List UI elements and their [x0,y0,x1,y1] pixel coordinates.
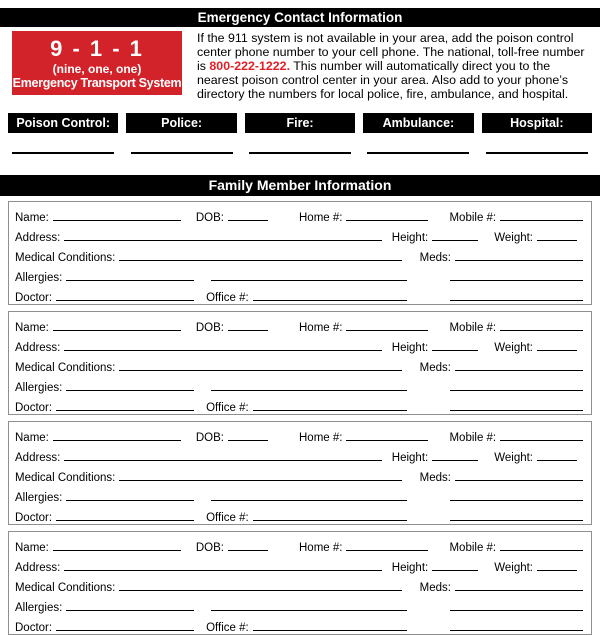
weight-label: Weight: [494,342,533,354]
contact-label: Poison Control: [8,113,118,133]
doctor-blank-line [56,300,194,301]
address-blank-line [64,570,381,571]
member-row-doctor [15,284,585,304]
meds-continuation-line-1 [450,280,583,281]
poison-control-phone-number: 800-222-1222. [209,59,291,73]
intro-paragraph [197,31,592,101]
allergies-label: Allergies: [15,382,63,394]
height-label: Height: [391,452,429,464]
mobile-phone-label: Mobile #: [449,432,497,444]
medical-conditions-blank-line [119,480,401,481]
weight-label: Weight: [494,452,533,464]
member-row-address [15,224,585,244]
home-phone-blank-line [346,550,428,551]
weight-blank-line [537,350,577,351]
medical-conditions-blank-line [119,590,401,591]
contact-label: Police: [126,113,236,133]
name-blank-line [53,220,181,221]
member-row-doctor [15,614,585,634]
member-row-name [15,204,585,224]
member-row-allergies [15,374,585,394]
family-member-section [8,531,592,635]
nine-one-one-subtitle: (nine, one, one) [52,61,142,76]
family-member-section [8,421,592,525]
address-label: Address: [15,232,61,244]
allergies-blank-line [66,610,194,611]
home-phone-label: Home #: [299,322,343,334]
meds-continuation-line-1 [450,610,583,611]
height-label: Height: [391,232,429,244]
name-blank-line [53,330,181,331]
mobile-phone-blank-line [500,330,583,331]
office-phone-blank-line [253,520,407,521]
allergies-label: Allergies: [15,492,63,504]
mobile-phone-label: Mobile #: [449,212,497,224]
member-row-address [15,334,585,354]
address-blank-line [64,240,381,241]
weight-label: Weight: [494,562,533,574]
medical-conditions-blank-line [119,370,401,371]
allergies-continuation-line [211,390,407,391]
meds-continuation-line-1 [450,500,583,501]
home-phone-label: Home #: [299,432,343,444]
allergies-blank-line [66,390,194,391]
intro-section [12,31,592,101]
mobile-phone-blank-line [500,440,583,441]
medical-conditions-label: Medical Conditions: [15,472,116,484]
contact-blank-line [249,152,351,154]
family-member-section [8,201,592,305]
office-phone-blank-line [253,300,407,301]
doctor-label: Doctor: [15,622,53,634]
page-title: Emergency Contact Information [0,8,600,27]
height-blank-line [432,240,478,241]
medical-conditions-label: Medical Conditions: [15,362,116,374]
name-label: Name: [15,432,49,444]
office-phone-label: Office #: [206,402,249,414]
home-phone-label: Home #: [299,212,343,224]
meds-continuation-line-2 [450,520,583,521]
doctor-blank-line [56,410,194,411]
address-blank-line [64,350,381,351]
dob-blank-line [228,550,268,551]
meds-blank-line [455,260,583,261]
doctor-blank-line [56,520,194,521]
member-row-medical [15,574,585,594]
meds-label: Meds: [419,472,451,484]
intro-text-after: This number will automatically direct you to the nearest poison control center in your area. Also add to your phone’s directory the numbers for local police, fire, ambulance, and hospital. [197,59,569,101]
allergies-continuation-line [211,500,407,501]
address-blank-line [64,460,381,461]
meds-label: Meds: [419,582,451,594]
weight-blank-line [537,240,577,241]
nine-one-one-caption: Emergency Transport System [12,75,182,90]
member-row-allergies [15,594,585,614]
member-row-address [15,444,585,464]
member-row-medical [15,354,585,374]
emergency-contact-column [8,113,118,154]
height-blank-line [432,350,478,351]
dob-label: DOB: [195,212,224,224]
contact-blank-line [12,152,114,154]
mobile-phone-blank-line [500,220,583,221]
dob-label: DOB: [195,542,224,554]
height-blank-line [432,460,478,461]
allergies-label: Allergies: [15,272,63,284]
medical-conditions-blank-line [119,260,401,261]
height-label: Height: [391,342,429,354]
mobile-phone-label: Mobile #: [449,542,497,554]
allergies-blank-line [66,280,194,281]
dob-blank-line [228,440,268,441]
meds-continuation-line-2 [450,300,583,301]
contact-label: Fire: [245,113,355,133]
member-row-doctor [15,394,585,414]
medical-conditions-label: Medical Conditions: [15,252,116,264]
medical-conditions-label: Medical Conditions: [15,582,116,594]
meds-label: Meds: [419,362,451,374]
emergency-contacts-row [8,113,592,154]
weight-label: Weight: [494,232,533,244]
office-phone-blank-line [253,630,407,631]
dob-label: DOB: [195,432,224,444]
emergency-contact-form [0,8,600,635]
office-phone-label: Office #: [206,622,249,634]
family-member-section [8,311,592,415]
member-row-doctor [15,504,585,524]
member-row-name [15,314,585,334]
home-phone-blank-line [346,440,428,441]
nine-one-one-number: 9 - 1 - 1 [50,35,144,61]
allergies-label: Allergies: [15,602,63,614]
member-row-medical [15,244,585,264]
contact-label: Ambulance: [363,113,473,133]
emergency-contact-column [482,113,592,154]
member-row-medical [15,464,585,484]
mobile-phone-blank-line [500,550,583,551]
emergency-contact-column [245,113,355,154]
weight-blank-line [537,570,577,571]
office-phone-blank-line [253,410,407,411]
home-phone-blank-line [346,330,428,331]
name-blank-line [53,440,181,441]
name-label: Name: [15,212,49,224]
office-phone-label: Office #: [206,512,249,524]
address-label: Address: [15,562,61,574]
office-phone-label: Office #: [206,292,249,304]
meds-blank-line [455,590,583,591]
family-section-title: Family Member Information [0,175,600,196]
meds-blank-line [455,370,583,371]
address-label: Address: [15,452,61,464]
contact-blank-line [131,152,233,154]
name-blank-line [53,550,181,551]
contact-label: Hospital: [482,113,592,133]
member-row-name [15,424,585,444]
home-phone-label: Home #: [299,542,343,554]
doctor-label: Doctor: [15,512,53,524]
contact-blank-line [367,152,469,154]
meds-continuation-line-2 [450,410,583,411]
name-label: Name: [15,322,49,334]
dob-blank-line [228,330,268,331]
member-row-name [15,534,585,554]
address-label: Address: [15,342,61,354]
contact-blank-line [486,152,588,154]
emergency-contact-column [363,113,473,154]
meds-continuation-line-1 [450,390,583,391]
meds-label: Meds: [419,252,451,264]
member-row-address [15,554,585,574]
dob-label: DOB: [195,322,224,334]
member-row-allergies [15,484,585,504]
doctor-label: Doctor: [15,292,53,304]
nine-one-one-box [12,31,182,95]
emergency-contact-column [126,113,236,154]
allergies-blank-line [66,500,194,501]
name-label: Name: [15,542,49,554]
dob-blank-line [228,220,268,221]
member-row-allergies [15,264,585,284]
weight-blank-line [537,460,577,461]
intro-text-before: If the 911 system is not available in your area, add the poison control center phone number to your cell phone. The national, toll-free number is [197,31,585,73]
meds-blank-line [455,480,583,481]
height-blank-line [432,570,478,571]
home-phone-blank-line [346,220,428,221]
doctor-label: Doctor: [15,402,53,414]
doctor-blank-line [56,630,194,631]
allergies-continuation-line [211,610,407,611]
allergies-continuation-line [211,280,407,281]
height-label: Height: [391,562,429,574]
meds-continuation-line-2 [450,630,583,631]
mobile-phone-label: Mobile #: [449,322,497,334]
family-sections [0,196,600,635]
